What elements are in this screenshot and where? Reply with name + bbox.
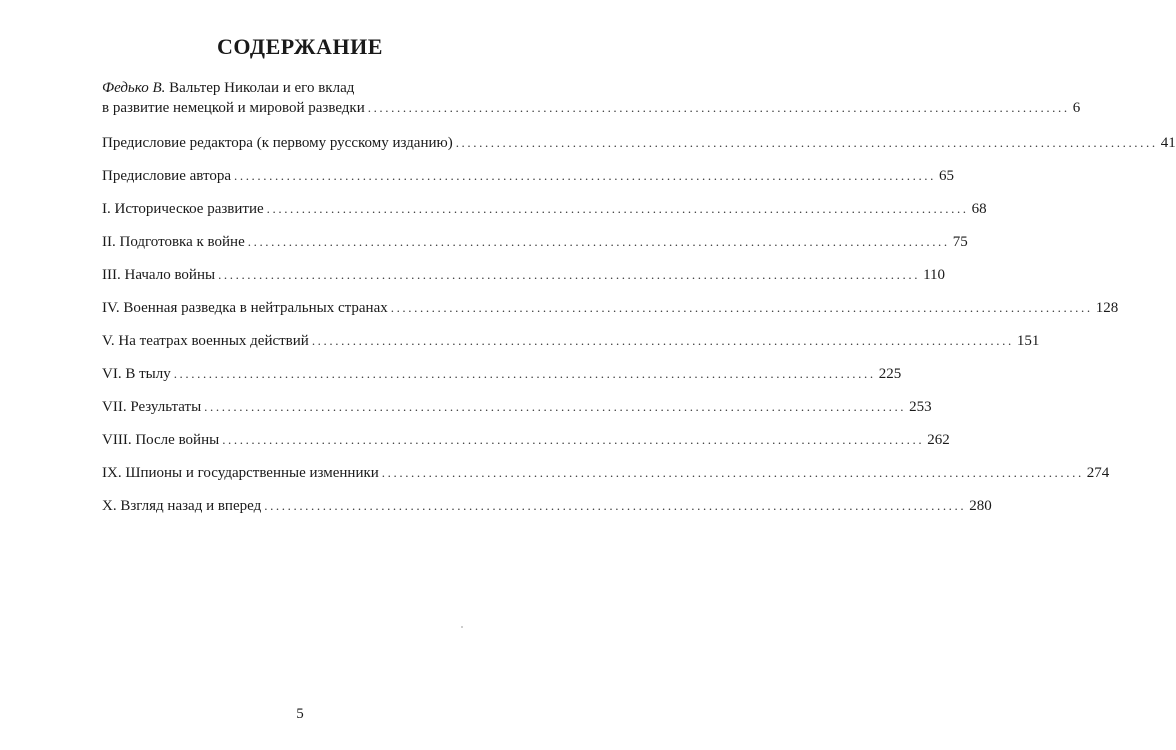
toc-entry-title: III. Начало войны [102, 267, 216, 283]
toc-entry-page: 274 [1086, 465, 1110, 481]
toc-entry-chapter-6[interactable] [102, 364, 902, 384]
toc-entry-page: 128 [1095, 300, 1119, 316]
toc-entry-title: Предисловие автора [102, 168, 231, 184]
toc-entry-page: 151 [1016, 333, 1040, 349]
toc-entry-page: 65 [939, 168, 954, 184]
toc-entry-title: IX. Шпионы и государственные изменники [102, 465, 379, 481]
toc-entry-page: 253 [909, 399, 932, 415]
toc-entry-line2 [102, 98, 1081, 118]
toc-entry-title: Предисловие редактора (к первому русскому изданию) [102, 135, 453, 151]
dot-leader: ........................................................................................................................ [390, 300, 1093, 315]
toc-entry-title: VIII. После войны [102, 432, 220, 448]
dot-leader: ........................................................................................................................ [218, 267, 921, 282]
dot-leader: ........................................................................................................................ [266, 201, 969, 216]
dot-leader: ........................................................................................................................ [234, 168, 936, 183]
toc-entry-page: 41 [1160, 135, 1176, 151]
toc-entry-page: 280 [969, 498, 992, 514]
toc-entry-chapter-10[interactable] [102, 496, 992, 516]
dot-leader: ........................................................................................................................ [247, 234, 950, 249]
toc-entry-chapter-4[interactable] [102, 298, 1119, 318]
toc-entry-page: 6 [1072, 100, 1081, 116]
toc-entry-page: 225 [878, 366, 902, 382]
dot-leader: ........................................................................................................................ [204, 399, 907, 414]
dot-leader: ........................................................................................................................ [173, 366, 876, 381]
toc-entry-chapter-8[interactable] [102, 430, 950, 450]
toc-entry-title: V. На театрах военных действий [102, 333, 309, 349]
toc-entry-chapter-5[interactable] [102, 331, 1040, 351]
page-number: 5 [296, 706, 304, 722]
toc-entry-chapter-3[interactable] [102, 265, 946, 285]
toc-entry-title-part1: Вальтер Николаи и его вклад [165, 80, 355, 96]
dot-leader: ........................................................................................................................ [222, 432, 925, 447]
toc-entry-page: 75 [952, 234, 968, 250]
toc-entry-chapter-9[interactable] [102, 463, 1110, 483]
toc-entry-chapter-1[interactable] [102, 199, 987, 219]
toc-entry-foreword-fedko[interactable] [102, 78, 1081, 118]
page-title: СОДЕРЖАНИЕ [217, 34, 383, 59]
paper-speck [461, 626, 463, 628]
toc-entry-title: IV. Военная разведка в нейтральных странах [102, 300, 388, 316]
toc-entry-title-part2: в развитие немецкой и мировой разведки [102, 100, 365, 116]
toc-entry-title: VI. В тылу [102, 366, 171, 382]
dot-leader: ........................................................................................................................ [264, 498, 967, 513]
toc-entry-title: II. Подготовка к войне [102, 234, 245, 250]
toc-entry-chapter-7[interactable] [102, 397, 932, 417]
dot-leader: ........................................................................................................................ [367, 100, 1070, 115]
toc-entry-line1 [102, 78, 502, 98]
toc-entry-title: X. Взгляд назад и вперед [102, 498, 262, 514]
toc-entry-title: VII. Результаты [102, 399, 202, 415]
toc-entry-page: 262 [927, 432, 950, 448]
toc-entry-author-preface[interactable] [102, 166, 954, 186]
toc-entry-page: 68 [971, 201, 987, 217]
toc-entry-title: I. Историческое развитие [102, 201, 264, 217]
dot-leader: ........................................................................................................................ [381, 465, 1084, 480]
dot-leader: ........................................................................................................................ [311, 333, 1014, 348]
dot-leader: ........................................................................................................................ [455, 135, 1158, 150]
toc-entry-author: Федько В. [102, 80, 166, 96]
toc-entry-chapter-2[interactable] [102, 232, 968, 252]
toc-entry-page: 110 [923, 267, 946, 283]
toc-entry-editor-preface[interactable] [102, 133, 1176, 153]
